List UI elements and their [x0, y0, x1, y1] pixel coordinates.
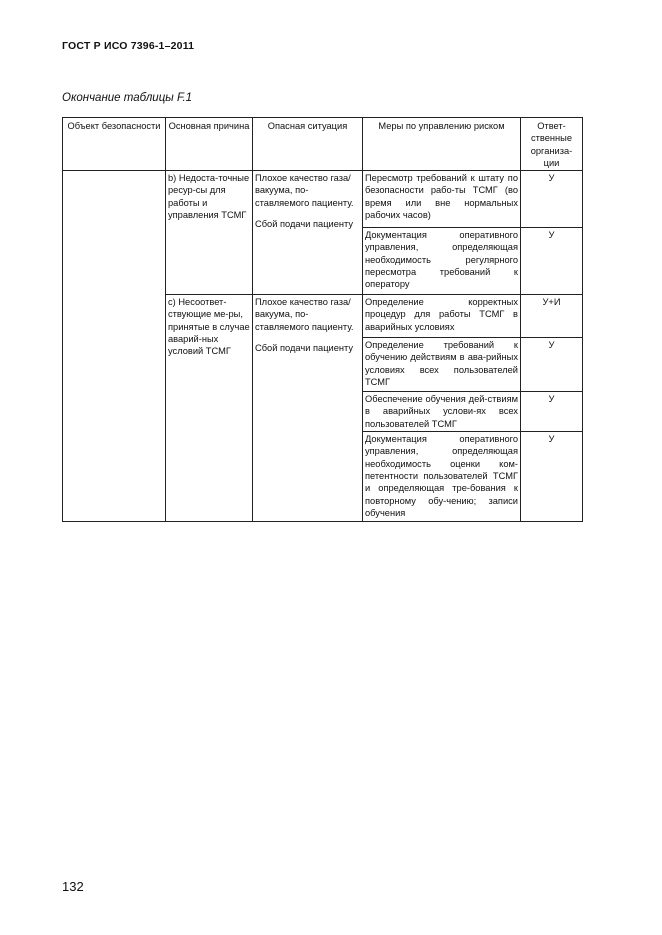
- measure-cell: Определение требований к обучению действиям в ава-рийных условиях всех пользователей ТСМГ: [363, 338, 521, 392]
- responsible-cell: У: [521, 392, 583, 432]
- responsible-cell: У: [521, 171, 583, 228]
- header-responsible: Ответ-ственные организа-ции: [521, 118, 583, 171]
- header-cause: Основная причина: [166, 118, 253, 171]
- measure-cell: Документация оперативного управления, определяющая необходимость регулярного пересмотра требований к оператору: [363, 228, 521, 295]
- situation-text: Плохое качество газа/вакуума, по-ставляемого пациенту.: [255, 297, 354, 332]
- table-caption: Окончание таблицы F.1: [62, 92, 193, 104]
- situation-cell: [253, 171, 363, 295]
- table-row: [63, 171, 583, 228]
- cause-cell: c) Несоответ-ствующие ме-ры, принятые в случае аварий-ных условий ТСМГ: [166, 295, 253, 522]
- header-measures: Меры по управлению риском: [363, 118, 521, 171]
- responsible-cell: У: [521, 228, 583, 295]
- responsible-cell: У: [521, 432, 583, 522]
- situation-text: Сбой подачи пациенту: [255, 219, 354, 230]
- cause-cell: b) Недоста-точные ресур-сы для работы и управления ТСМГ: [166, 171, 253, 295]
- measure-cell: Документация оперативного управления, определяющая необходимость оценки ком-петентности пользователей ТСМГ и определяющая тре-бования к повторному обу-чению; записи обучения: [363, 432, 521, 522]
- header-object: Объект безопасности: [63, 118, 166, 171]
- responsible-cell: У+И: [521, 295, 583, 338]
- measure-cell: Обеспечение обучения дей-ствиям в аварийных услови-ях всех пользователей ТСМГ: [363, 392, 521, 432]
- header-situation: Опасная ситуация: [253, 118, 363, 171]
- situation-text: Плохое качество газа/вакуума, по-ставляемого пациенту.: [255, 173, 354, 208]
- object-cell: [63, 171, 166, 522]
- document-header: ГОСТ Р ИСО 7396-1–2011: [62, 40, 195, 52]
- situation-text: Сбой подачи пациенту: [255, 343, 354, 354]
- situation-cell: [253, 295, 363, 522]
- risk-table: [62, 117, 583, 522]
- page-number: 132: [62, 879, 84, 894]
- table-header-row: [63, 118, 583, 171]
- measure-cell: Пересмотр требований к штату по безопасности рабо-ты ТСМГ (во время или вне нормальных рабочих часов): [363, 171, 521, 228]
- measure-cell: Определение корректных процедур для работы ТСМГ в аварийных условиях: [363, 295, 521, 338]
- responsible-cell: У: [521, 338, 583, 392]
